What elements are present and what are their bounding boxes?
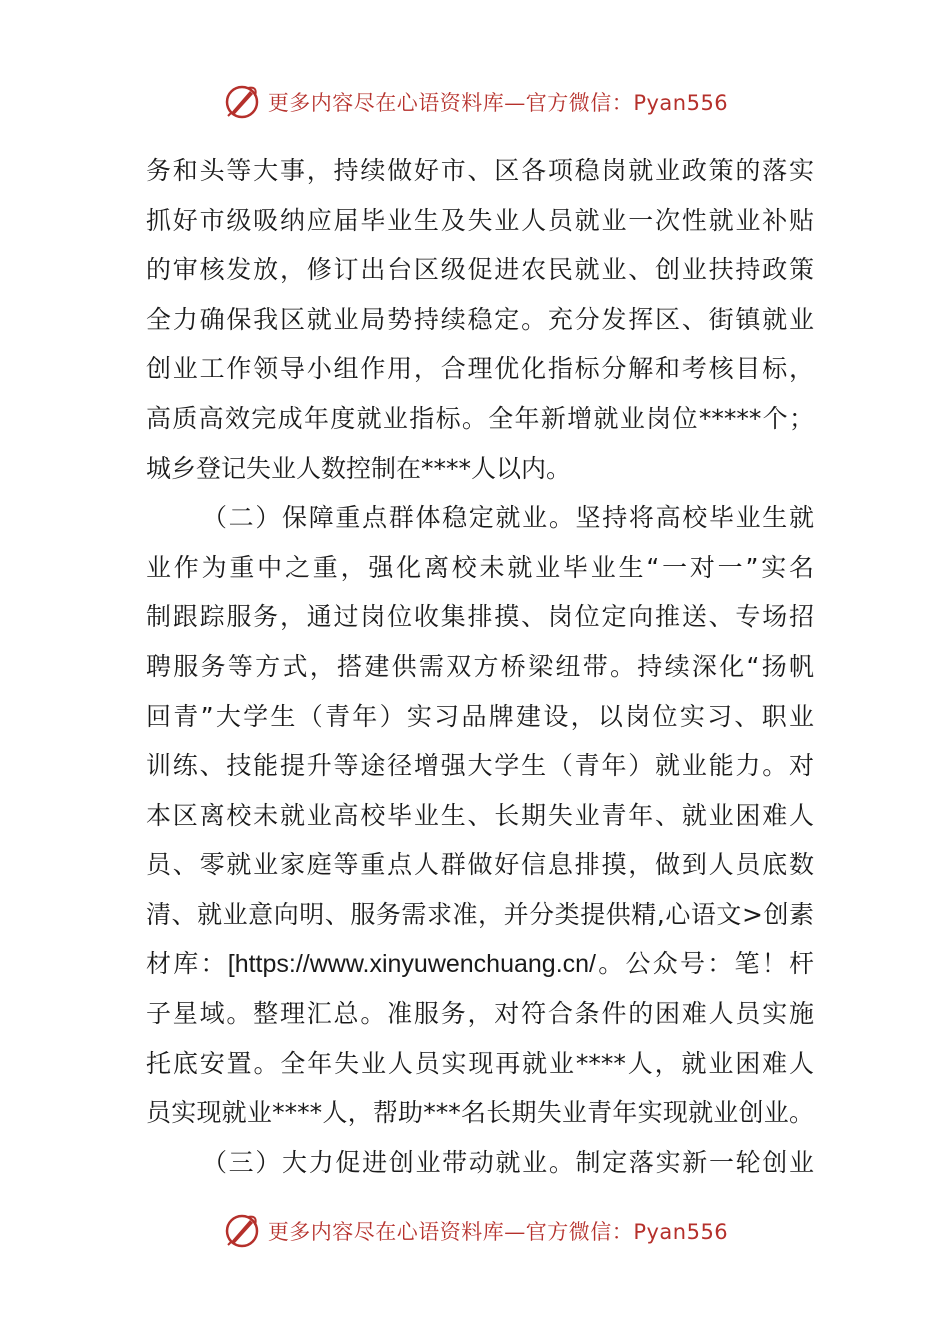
text-line: 全力确保我区就业局势持续稳定。充分发挥区、街镇就业: [146, 304, 814, 334]
text-line: 清、就业意向明、服务需求准，并分类提供精,心语文>创素: [146, 899, 814, 929]
text-line: 务和头等大事，持续做好市、区各项稳岗就业政策的落实: [146, 156, 814, 185]
text-line: 训练、技能提升等途径增强大学生（青年）就业能力。对: [146, 751, 814, 781]
text-line: 回青”大学生（青年）实习品牌建设，以岗位实习、职业: [146, 701, 814, 731]
text-line: 子星域。整理汇总。准服务，对符合条件的困难人员实施: [146, 999, 814, 1029]
text-line: 的审核发放，修订出台区级促进农民就业、创业扶持政策: [146, 255, 814, 285]
text-line: 员、零就业家庭等重点人群做好信息排摸，做到人员底数: [146, 850, 814, 880]
banner-label: 更多内容尽在心语资料库—官方微信：: [267, 1220, 634, 1244]
document-body: [146, 146, 814, 1187]
text-line: 聘服务等方式，搭建供需双方桥梁纽带。持续深化“扬帆: [146, 651, 814, 681]
header-banner: [0, 80, 950, 124]
banner-text: [268, 1216, 728, 1246]
banner-label: 更多内容尽在心语资料库—官方微信：: [267, 91, 634, 115]
text-line-url: 材库：[https://www.xinyuwenchuang.cn/。公众号：笔！杆: [146, 949, 814, 978]
text-line: 高质高效完成年度就业指标。全年新增就业岗位*****个；: [146, 403, 814, 433]
text-line: 本区离校未就业高校毕业生、长期失业青年、就业困难人: [146, 800, 814, 830]
text-line: 城乡登记失业人数控制在****人以内。: [146, 453, 572, 483]
text-line: 创业工作领导小组作用，合理优化指标分解和考核目标，: [146, 354, 814, 384]
text-line: 业作为重中之重，强化离校未就业毕业生“一对一”实名: [146, 552, 814, 582]
feather-pen-logo-icon: [222, 1211, 262, 1251]
text-line: 制跟踪服务，通过岗位收集排摸、岗位定向推送、专场招: [146, 602, 814, 632]
text-line: 员实现就业****人，帮助***名长期失业青年实现就业创业。: [146, 1098, 814, 1128]
feather-pen-logo-icon: [222, 82, 262, 122]
wechat-id: Pyan556: [633, 1220, 729, 1244]
paragraph-start: （二）保障重点群体稳定就业。坚持将高校毕业生就: [202, 503, 814, 533]
text-line: 抓好市级吸纳应届毕业生及失业人员就业一次性就业补贴: [146, 205, 814, 235]
banner-text: [268, 87, 728, 117]
text-line: 托底安置。全年失业人员实现再就业****人，就业困难人: [146, 1048, 814, 1078]
paragraph-start: （三）大力促进创业带动就业。制定落实新一轮创业: [202, 1147, 814, 1177]
wechat-id: Pyan556: [633, 91, 729, 115]
footer-banner: [0, 1209, 950, 1253]
